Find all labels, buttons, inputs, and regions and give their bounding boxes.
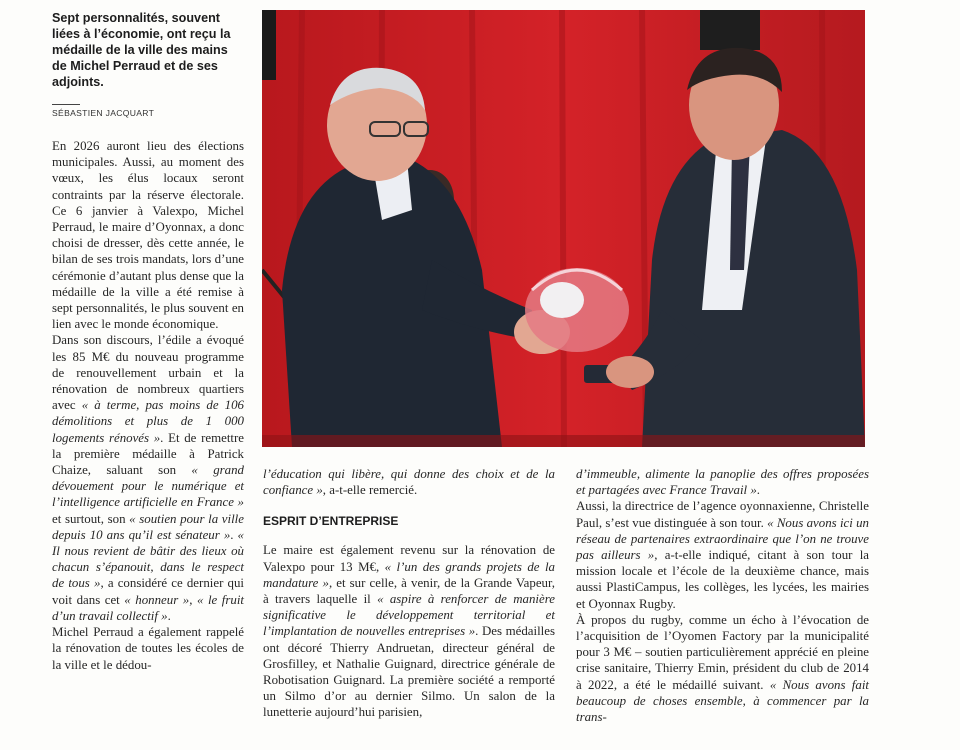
paragraph: Aussi, la directrice de l’agence oyonnaxienne, Christelle Paul, s’est vue distinguée à son tour. « Nous avons ici un réseau de partenaires extraordinaire que l’on ne trouve pas ailleurs », a-t-elle indiqué, citant à son tour la mission locale et l’école de la deuxième chance, mais aussi PlastiCampus, les collèges, les lycées, les mairies et Oyonnax Rugby. xyxy=(576,499,870,611)
article-photo xyxy=(262,10,865,447)
byline: SÉBASTIEN JACQUART xyxy=(52,108,155,118)
left-column xyxy=(52,10,244,673)
article-body-middle xyxy=(263,466,555,721)
photo-caption: Sept personnalités, souvent liées à l’économie, ont reçu la médaille de la ville des mains de Michel Perraud et de ses adjoints. xyxy=(52,11,231,89)
section-heading: ESPRIT D’ENTREPRISE xyxy=(263,514,399,529)
paragraph: À propos du rugby, comme un écho à l’évocation de l’acquisition de l’Oyomen Factory par la municipalité pour 3 M€ – soutien particulièrement apprécié en pleine crise sanitaire, Thierry Emin, président du club de 2014 à 2022, a été le médaillé suivant. « Nous avons fait beaucoup de choses ensemble, à commencer par la trans- xyxy=(576,612,869,725)
paragraph: Dans son discours, l’édile a évoqué les 85 M€ du nouveau programme de renouvellement urbain et la rénovation de nombreux quartiers avec « à terme, pas moins de 106 démolitions et plus de 1 000 logements rénovés ». Et de remettre la première médaille à Patrick Chaize, saluant son « grand dévouement pour le numérique et l’intelligence artificielle en France » et surtout, son « soutien pour la ville depuis 10 ans qu’il est sénateur ». « Il nous revient de bâtir des lieux où chacun s’épanouit, dans le respect de tous », a considéré ce dernier qui voit dans cet « honneur », « le fruit d’un travail collectif ». xyxy=(52,333,245,623)
byline-rule xyxy=(52,104,80,105)
paragraph: d’immeuble, alimente la panoplie des offres proposées et partagées avec France Travail ». xyxy=(576,467,869,498)
paragraph: En 2026 auront lieu des élections municipales. Aussi, au moment des vœux, les élus locaux seront contraints par la réserve électorale. Ce 6 janvier à Valexpo, Michel Perraud, le maire d’Oyonnax, a donc choisi de dresser, dès cette année, le bilan de ses trois mandats, lors d’une cérémonie d’autant plus dense que la médaille de la ville a été remise à sept personnalités, le plus souvent en lien avec le monde économique. xyxy=(52,139,244,332)
article-body-right xyxy=(576,466,869,725)
paragraph: Michel Perraud a également rappelé la rénovation de toutes les écoles de la ville et le dédou- xyxy=(52,625,244,672)
paragraph: Le maire est également revenu sur la rénovation de Valexpo pour 13 M€, « l’un des grands projets de la mandature », et sur celle, à venir, de la Grande Vapeur, à travers laquelle il « aspire à renforcer de manière significative le développement territorial et l’implantation de nouvelles entreprises ». Des médailles ont décoré Thierry Andruetan, directeur général de Grosfilley, et Nathalie Guignard, directrice générale de Robotisation Guignard. La première société a remporté un Silmo d’or au dernier Silmo. Un salon de la lunetterie aujourd’hui parisien, xyxy=(263,543,556,720)
article-body-left xyxy=(52,138,244,673)
paragraph: l’éducation qui libère, qui donne des choix et de la confiance », a-t-elle remercié. xyxy=(263,467,555,498)
medal-ceremony-illustration xyxy=(262,10,865,447)
